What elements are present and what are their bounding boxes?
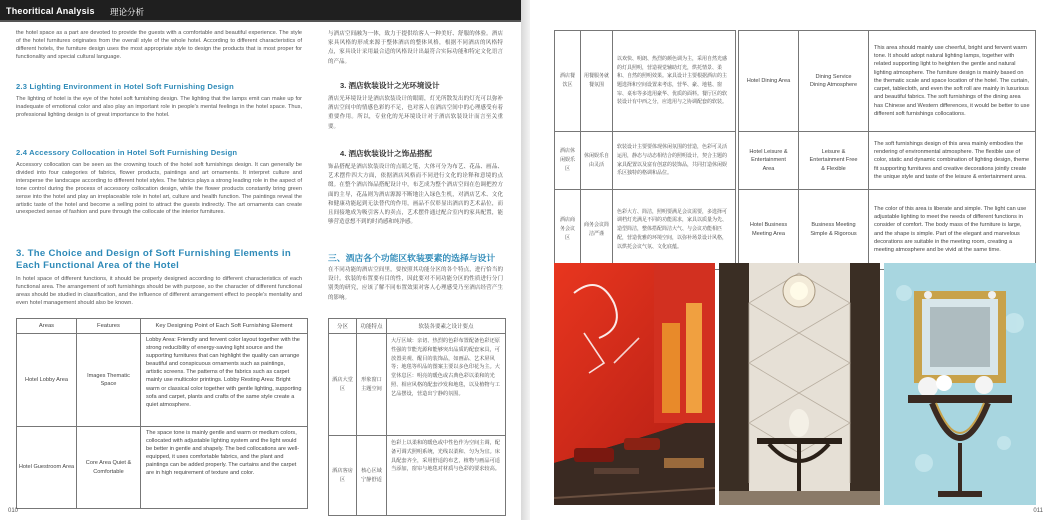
cn-paragraph-section-3: 在不同功能的酒店空间里，要按照其功能分区的各个特点，进行恰当的设计。软装的布置要有目的性，因此要对不同功能分区的性质进行分门别类的研究，应该了解不同布置效果对客人心理感受乃至酒店经营产生的影响。 bbox=[328, 267, 503, 301]
book-gutter bbox=[521, 0, 530, 520]
row-feature: Dining Service Dining Atmosphere bbox=[799, 31, 869, 132]
table-row bbox=[555, 132, 736, 190]
row-area: 酒店大堂区 bbox=[329, 334, 357, 436]
cn-heading-section-3: 三、酒店各个功能区软装要素的选择与设计 bbox=[328, 253, 496, 263]
table-row bbox=[739, 132, 1036, 190]
header-title-cn: 理论分析 bbox=[110, 7, 145, 17]
cn-col-header-feature: 功能特点 bbox=[357, 319, 387, 334]
row-area: 酒店餐饮区 bbox=[555, 31, 581, 132]
row-desc: 色彩上以柔和的暖色或中性色作为空间主调，配备可调式照明系统，光线以柔和、匀为为宜。床具配套齐全，采用舒适的布艺，植物与画品可适当添加，窗帘与地毯对材质与色彩的要求较高。 bbox=[387, 436, 506, 516]
left-page bbox=[0, 0, 521, 520]
row-area: Hotel Guestroom Area bbox=[17, 427, 77, 509]
row-area: 酒店休闲娱乐区 bbox=[555, 132, 581, 190]
cn-heading-3: 3. 酒店软装设计之光环境设计 bbox=[340, 81, 440, 90]
row-desc: 以欢快、明朗、热烈的颜色调为主，采用自然光感的灯具照明，营造视觉辅助灯光，烘托情景、柔和、自然的照明效果。家具设计主要根据酒店的主题选择和空间设置来考虑，营华、豪、地毯、窗帘、桌布等多选用豪华、优质的面料。餐厅区的软装设计有中西之分，应选用与之协调配套的软装。 bbox=[613, 31, 736, 132]
row-feature: 形象窗口主题空间 bbox=[357, 334, 387, 436]
row-feature: 休闲娱乐自由灵活 bbox=[581, 132, 613, 190]
row-area: 酒店商务会议区 bbox=[555, 190, 581, 270]
en-area-table bbox=[16, 318, 308, 509]
row-area: Hotel Business Meeting Area bbox=[739, 190, 799, 270]
table-row bbox=[739, 31, 1036, 132]
row-desc: The space tone is mainly gentle and warm or medium colors, collocated with adjustable lighting system and the light would be better in gentle and shapely. The bed collocations are well-equipped, it uses comfortable fabrics, and the plant and paintings can be added properly. The curtains and the carpet are in high requirement of texture and color. bbox=[141, 427, 308, 509]
row-desc: 软装设计主要要体现休闲氛围的营造，色彩可灵活运用，静态与动态相结合的照明设计，契合主题的家具配置以及富有创意的装饰品，共同打造休闲娱乐区独特的格调和品位。 bbox=[613, 132, 736, 190]
table-row bbox=[329, 334, 506, 436]
cn-col-header-points: 软装各要素之设计要点 bbox=[387, 319, 506, 334]
en-area-table-continued bbox=[738, 30, 1036, 270]
table-row bbox=[555, 31, 736, 132]
row-feature: 核心区域宁静舒适 bbox=[357, 436, 387, 516]
row-feature: 用餐服务就餐氛围 bbox=[581, 31, 613, 132]
heading-2-4: 2.4 Accessory Collocation in Hotel Soft Furnishing Design bbox=[16, 148, 238, 157]
row-desc: 色彩大方、简洁，照明要满足会议需要，多选择可调档灯光满足不同的功能需求，家具以质量为先、造型简洁，整体搭配简洁大气、与会议功能相匹配，营造优雅的环境空间，以弥补场景设计风格，以烘托会议气氛、文化底蕴。 bbox=[613, 190, 736, 270]
row-feature: 商务会议简洁严谨 bbox=[581, 190, 613, 270]
col-header-areas: Areas bbox=[17, 319, 77, 334]
right-page bbox=[530, 0, 1051, 520]
row-feature: Business Meeting Simple & Rigorous bbox=[799, 190, 869, 270]
table-row bbox=[17, 427, 308, 509]
cn-intro-paragraph: 与酒店空间融为一体，致力于提供给客人一种美好、舒服的体验。酒店家具风格的形成来源于整体酒店的整体风格，根据不同酒店的风格特点，家具设计采用最合适的风格设计出最符合实际功能和特定文化语言的产品。 bbox=[328, 31, 503, 65]
row-feature: Leisure & Entertainment Free & Flexible bbox=[799, 132, 869, 190]
table-row bbox=[329, 436, 506, 516]
row-area: 酒店客房区 bbox=[329, 436, 357, 516]
heading-3: 3. The Choice and Design of Soft Furnishing Elements in Each Functional Area of the Hotel bbox=[16, 248, 292, 271]
row-feature: Core Area Quiet & Comfortable bbox=[77, 427, 141, 509]
row-desc: The soft furnishings design of this area mainly embodies the rendering of environmental atmosphere. The flexible use of color, static and dynamic combination of lighting design, theme fit supporting furnitures and creative decorations jointly create the unique style and taste of the leisure & entertainment area. bbox=[869, 132, 1036, 190]
paragraph-2-4: Accessory collocation can be seen as the crowning touch of the hotel soft furnishings design. It can generally be divided into four categories of fabrics, flower products, paintings and art ornaments. It interpret culture and intersperse the landscape according to different hotel styles. The fabrics plays a strong leading role in the aspect of tone control during the process of accessory collocation design, while the flower products constantly bring green sense into the hotel and play an irreplaceable role in hotel art, culture and health function. The paintings reveal the artistic taste of the hotel and become a selling point to attract the guests indirectly. The art ornaments can create unexpected sense of fashion and pure through the collocate of the interior furnitures. bbox=[16, 162, 302, 216]
row-desc: The color of this area is liberate and simple. The light can use adjustable lighting to meet the needs of different functions in consider of comfort. The body mass of the furniture is large, and the shape is simple. Part of the elegant and marvelous decorations are suitable in the meeting room, creating a meeting atmosphere and be vivid at the same time. bbox=[869, 190, 1036, 270]
heading-2-3: 2.3 Lighting Environment in Hotel Soft Furnishing Design bbox=[16, 82, 234, 91]
section-header bbox=[0, 0, 521, 22]
header-title-en: Theoritical Analysis bbox=[6, 6, 95, 16]
cn-col-header-area: 分区 bbox=[329, 319, 357, 334]
row-area: Hotel Lobby Area bbox=[17, 334, 77, 427]
cn-area-table bbox=[328, 318, 506, 516]
paragraph-2-3: The lighting of hotel is the eye of the hotel soft furnishing design. The lighting that the lamps emit can make up for inadequate of emotional color and also play an important role in people's mental feelings in the hotel space. Thus, professional lighting design is of great importance to the hotel. bbox=[16, 96, 302, 118]
intro-paragraph: the hotel space as a part are devoted to provide the guests with a comfortable and beautiful experience. The style of the hotel furnitures originates from the overall style of the whole hotel. According to different characteristics of different hotels, the furniture design uses the most appropriate style to design the products that is most proper for functionality and special cultural language. bbox=[16, 30, 302, 60]
row-desc: 大厅区域：亲切、热烈的色彩布置配备色彩还原性强的节能光源和能够突出品质的配套家具，可放置美观、醒目的装饰品，如画品、艺术屏风等；地毯等织品的图案主要以多色印花为主。大堂休息区：明亮的暖色或古典色彩以柔和的光照、相应风格的配套沙发和地毯，以及植物与工艺品摆设，营造出宁静的氛围。 bbox=[387, 334, 506, 436]
cn-heading-4: 4. 酒店软装设计之饰品搭配 bbox=[340, 149, 432, 158]
photo-padded-lobby bbox=[719, 263, 880, 505]
page-number-left: 010 bbox=[8, 508, 19, 514]
page-number-right: 011 bbox=[1033, 508, 1043, 514]
cn-paragraph-3: 酒店光环境设计是酒店软装设计的眼睛，灯光所散发出的灯光可以弥补酒店空间中的情感色彩的不足，也对客人在酒店空间中的心理感受有着重要作用。所以，专业化的光环境设计对于酒店软装设计而言至关重要。 bbox=[328, 96, 503, 130]
row-desc: Lobby Area: Friendly and fervent color layout together with the strong reducibility of energy-saving light source and the supporting furnitures that can highlight the quality can arrange beautiful and conspicuous ornaments such as paintings, artistic screens. The patterns of the fabrics such as carpet mainly use multicolor printings. Lobby Resting Area: Bright warm or classical color together with gentle lighting, supporting sofa and carpet, plants and crafts of the same style create a quiet atmosphere. bbox=[141, 334, 308, 427]
photo-red-lounge bbox=[554, 263, 715, 505]
row-area: Hotel Leisure & Entertainment Area bbox=[739, 132, 799, 190]
paragraph-3: In hotel space of different functions, it should be properly designed according to different characteristics of each functional area. The arrangement of soft furnishings should be with purpose, so the character of different functional areas should be studied in classification, and the influence of different arrangement effect to people's mentality and even hotel management should also be known. bbox=[16, 276, 302, 306]
table-row bbox=[17, 334, 308, 427]
cn-area-table-continued bbox=[554, 30, 736, 270]
table-row bbox=[739, 190, 1036, 270]
photo-mirror-console bbox=[884, 263, 1036, 505]
cn-paragraph-4: 饰品搭配是酒店软装设计的点睛之笔，大体可分为布艺、花品、画品、艺术摆件四大方面，依据酒店风格而不同进行文化的诠释和意境的点缀。在整个酒店饰品搭配设计中，布艺成为整个酒店空间在色调把控方面的主导，花品则为酒店源源不断地注入绿色生机，对酒店艺术、文化和健康功能起到无法替代的作用，画品不仅彰显出酒店的艺术品位，而且间接地成为吸引客人的卖点，艺术摆件通过配合室内的家具配置，能够营造意想不到的时尚感和纯净感。 bbox=[328, 164, 503, 226]
col-header-features: Features bbox=[77, 319, 141, 334]
table-row bbox=[555, 190, 736, 270]
row-feature: Images Thematic Space bbox=[77, 334, 141, 427]
col-header-key-points: Key Designing Point of Each Soft Furnishing Element bbox=[141, 319, 308, 334]
row-desc: This area should mainly use cheerful, bright and fervent warm tone. It should adopt natural lighting lamps, together with related supporting light to heighten the gentle and natural lighting atmosphere. The furniture design is mainly based on the thematic scale and space location of the hotel. The curtain, carpet, tablecloth, and even the soft roll are mainly in luxurious and beautiful fabrics. The soft furnishings of the dining area has Chinese and Western differences, it would be better to use different soft furnishings collocations. bbox=[869, 31, 1036, 132]
row-area: Hotel Dining Area bbox=[739, 31, 799, 132]
